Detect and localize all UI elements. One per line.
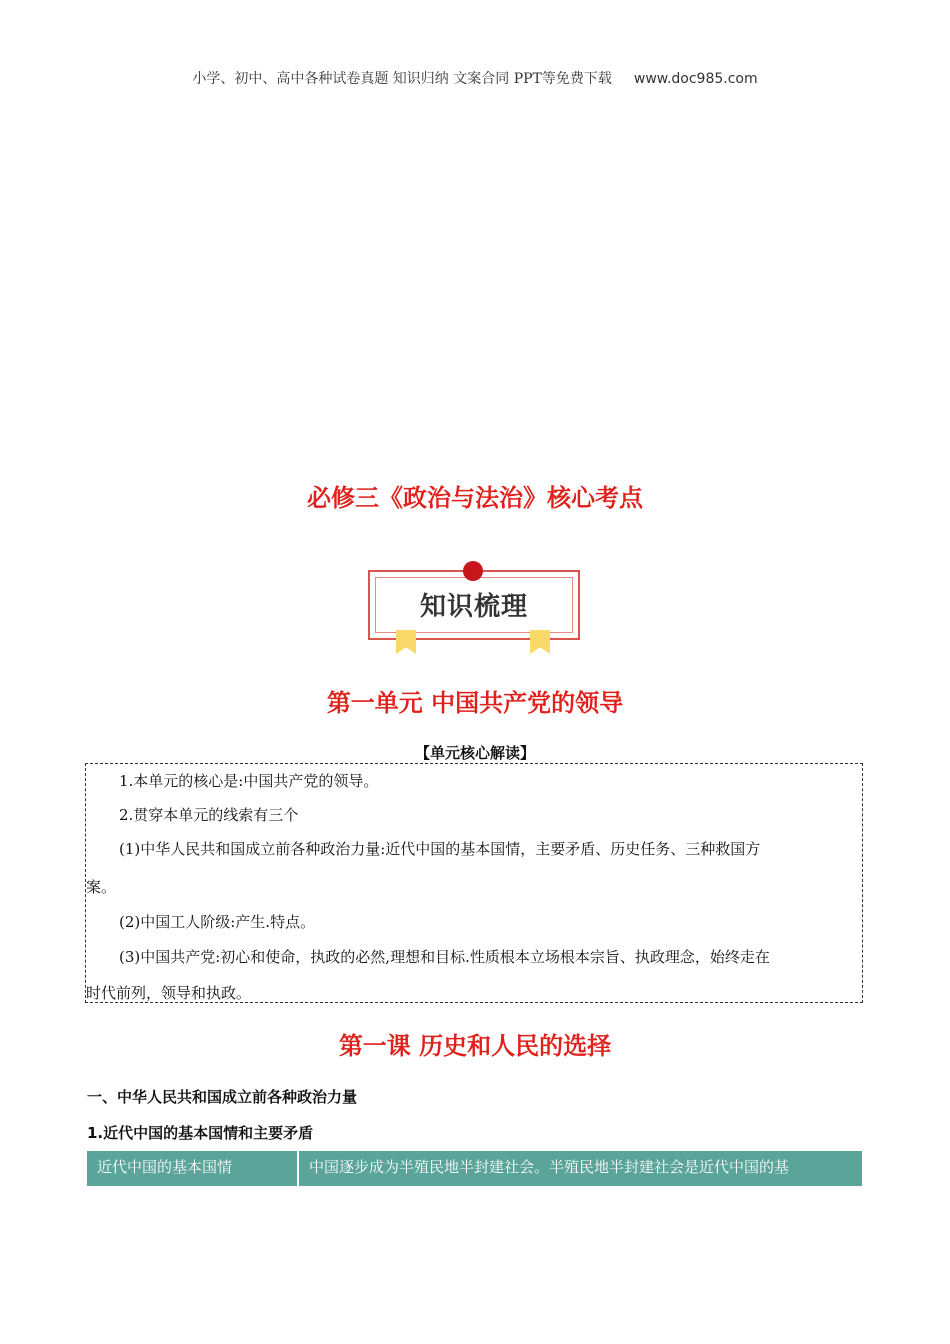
table-row xyxy=(87,1151,862,1186)
ribbon-left-icon xyxy=(396,630,416,654)
lesson-title: 第一课 历史和人民的选择 xyxy=(338,1032,612,1060)
table-cell-label: 近代中国的基本国情 xyxy=(87,1151,299,1186)
core-line-5: (2)中国工人阶级:产生.特点。 xyxy=(119,913,316,931)
core-line-7: 时代前列，领导和执政。 xyxy=(86,984,252,1002)
ribbon-right-icon xyxy=(530,630,550,654)
header-site-link[interactable]: www.doc985.com xyxy=(633,71,758,87)
core-line-2: 2.贯穿本单元的线索有三个 xyxy=(119,806,299,824)
subsection-heading: 1.近代中国的基本国情和主要矛盾 xyxy=(87,1124,314,1142)
unit-title: 第一单元 中国共产党的领导 xyxy=(326,689,624,717)
table-cell-content: 中国逐步成为半殖民地半封建社会。半殖民地半封建社会是近代中国的基 xyxy=(309,1158,790,1176)
core-box-title: 【单元核心解读】 xyxy=(414,744,535,762)
core-line-3: (1)中华人民共和国成立前各种政治力量:近代中国的基本国情，主要矛盾、历史任务、三种救国方 xyxy=(119,840,761,858)
document-title: 必修三《政治与法治》核心考点 xyxy=(307,484,643,512)
section-heading: 一、中华人民共和国成立前各种政治力量 xyxy=(87,1088,358,1106)
core-interpretation-box xyxy=(85,763,863,1003)
core-line-6: (3)中国共产党:初心和使命，执政的必然,理想和目标.性质根本立场根本宗旨、执政理念，始终走在 xyxy=(119,948,770,966)
header-text: 小学、初中、高中各种试卷真题 知识归纳 文案合同 PPT等免费下载 xyxy=(192,71,612,87)
knowledge-badge xyxy=(368,560,580,656)
core-line-1: 1.本单元的核心是:中国共产党的领导。 xyxy=(119,772,379,790)
badge-dot-icon xyxy=(463,561,483,581)
badge-label: 知识梳理 xyxy=(419,592,528,622)
page-header xyxy=(0,68,950,88)
core-line-4: 案。 xyxy=(86,878,117,896)
